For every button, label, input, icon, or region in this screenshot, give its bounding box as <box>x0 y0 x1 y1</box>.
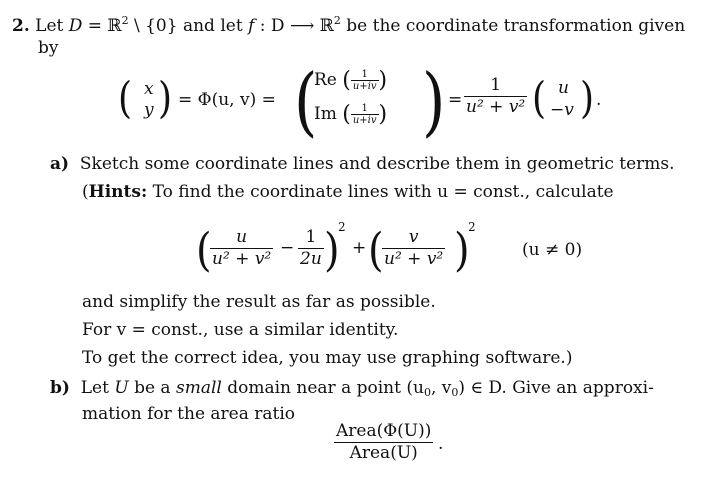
part-b-rest: ) ∈ D. Give an approxi- <box>458 378 654 398</box>
big-fraction <box>464 76 527 117</box>
intro-eq: = ℝ <box>87 16 122 36</box>
expr-left-paren-2: ( <box>368 224 384 277</box>
left-paren: ( <box>118 74 133 124</box>
intro-setminus: \ {0} and let <box>133 16 243 36</box>
intro-map: : D ⟶ ℝ <box>259 16 334 36</box>
im-frac-num: 1 <box>351 103 379 115</box>
expr-frac2-num: 1 <box>298 228 324 249</box>
expr-frac-3 <box>382 228 445 269</box>
expr-left-paren-1: ( <box>196 224 212 277</box>
expr-square-1: 2 <box>338 220 346 234</box>
hint-expression <box>196 222 496 282</box>
expr-frac2-den: 2u <box>300 248 322 269</box>
vec2-left-paren: ( <box>532 74 547 124</box>
part-b-let: Let <box>80 378 109 398</box>
expr-frac3-num: v <box>382 228 445 249</box>
expr-condition: (u ≠ 0) <box>522 240 583 260</box>
big-frac-num: 1 <box>464 76 527 97</box>
intro-exp: 2 <box>121 14 129 27</box>
part-a-line1 <box>50 154 675 174</box>
expr-minus: − <box>280 238 295 258</box>
intro-f: f <box>248 16 255 36</box>
part-b-U: U <box>114 378 129 398</box>
vec2-negv: −v <box>550 100 574 120</box>
im-paren-open: ( <box>342 102 351 127</box>
part-b-small: small <box>175 378 222 398</box>
phi-equals: = Φ(u, v) = <box>178 90 276 110</box>
expr-frac1-den: u² + v² <box>212 248 272 269</box>
part-b-sub0: 0 <box>423 386 431 399</box>
intro-rest: be the coordinate transformation given <box>346 16 686 36</box>
im-frac-den: u+iv <box>352 115 377 126</box>
vec-x: x <box>144 79 154 99</box>
im-row <box>314 102 387 127</box>
expr-plus: + <box>352 238 367 258</box>
expr-frac-2 <box>298 228 324 269</box>
vec-y: y <box>144 100 154 120</box>
part-a-label: a) <box>50 154 70 174</box>
big-frac-den: u² + v² <box>466 96 526 117</box>
re-paren-close: ) <box>378 68 388 93</box>
re-row <box>314 68 387 93</box>
problem-number: 2. <box>12 16 30 36</box>
area-ratio-den: Area(U) <box>349 442 418 463</box>
part-b-domain: domain near a point (u <box>227 378 424 398</box>
expr-right-paren-2: ) <box>454 224 470 277</box>
part-b-line1 <box>50 378 654 399</box>
problem-intro-line1 <box>12 14 685 36</box>
eq-period: . <box>596 90 602 110</box>
area-ratio-num: Area(Φ(U)) <box>336 421 432 441</box>
main-equation <box>118 58 638 146</box>
problem-intro-line2: by <box>38 38 59 58</box>
re-fraction <box>351 69 379 92</box>
big-left-paren: ( <box>294 58 318 146</box>
hint-open: ( <box>82 182 89 202</box>
part-a-graph: To get the correct idea, you may use graphing software.) <box>82 348 573 368</box>
part-b-sub0b: 0 <box>451 386 459 399</box>
re-frac-num: 1 <box>351 69 379 81</box>
part-b-comma-v: , v <box>430 378 452 398</box>
right-paren: ) <box>158 74 173 124</box>
big-right-paren: ) <box>422 58 446 146</box>
expr-frac1-num: u <box>210 228 273 249</box>
hint-text: To find the coordinate lines with u = const., calculate <box>152 182 614 202</box>
im-paren-close: ) <box>378 102 388 127</box>
vec2-right-paren: ) <box>580 74 595 124</box>
im-fraction <box>351 103 379 126</box>
part-b-line2: mation for the area ratio <box>82 404 296 424</box>
area-ratio-period: . <box>438 434 444 454</box>
expr-frac3-den: u² + v² <box>384 248 444 269</box>
part-a-hint-line <box>82 182 614 202</box>
area-ratio-fraction <box>334 422 433 463</box>
part-a-simplify: and simplify the result as far as possible. <box>82 292 436 312</box>
part-b-label: b) <box>50 378 70 398</box>
re-paren-open: ( <box>342 68 351 93</box>
intro-D: D <box>68 16 83 36</box>
expr-square-2: 2 <box>468 220 476 234</box>
hint-bold: Hints: <box>88 182 148 202</box>
expr-right-paren-1: ) <box>324 224 340 277</box>
re-label: Re <box>314 70 337 90</box>
im-label: Im <box>314 104 337 124</box>
intro-exp-2: 2 <box>333 14 341 27</box>
re-frac-den: u+iv <box>352 81 377 92</box>
part-a-forv: For v = const., use a similar identity. <box>82 320 399 340</box>
part-a-text1: Sketch some coordinate lines and describe them in geometric terms. <box>79 154 675 174</box>
expr-frac-1 <box>210 228 273 269</box>
intro-text-let: Let <box>35 16 64 36</box>
vec2-u: u <box>558 78 569 98</box>
equals-2: = <box>448 90 463 110</box>
part-b-be-a: be a <box>134 378 171 398</box>
